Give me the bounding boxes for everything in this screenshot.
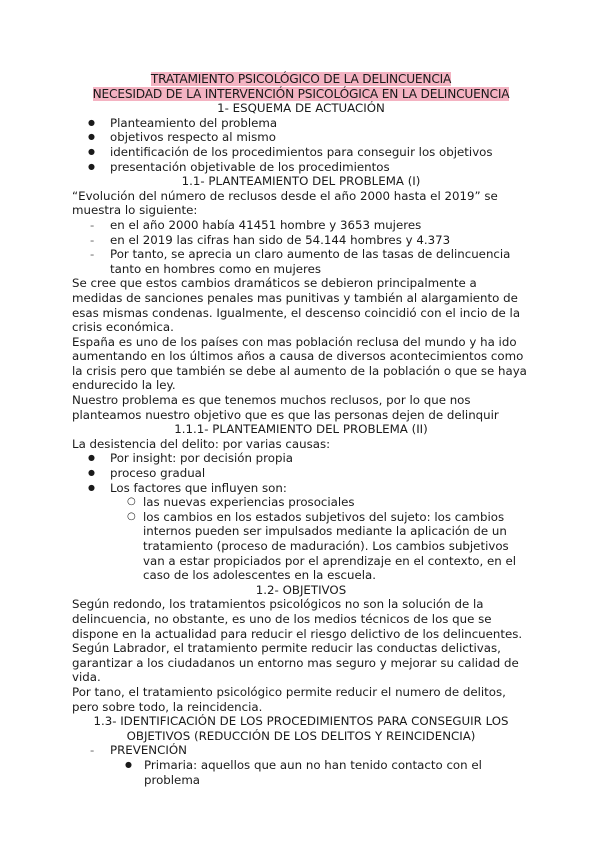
factores-sublist bbox=[72, 495, 530, 583]
paragraph: Por tano, el tratamiento psicológico permite reducir el numero de delitos, pero sobre todo, la reincidencia. bbox=[72, 684, 506, 714]
list-item: ● Por insight: por decisión propia bbox=[72, 451, 530, 466]
desistencia-list bbox=[72, 451, 530, 495]
list-item: ● Primaria: aquellos que aun no han tenido contacto con el problema bbox=[72, 758, 530, 787]
paragraph: Se cree que estos cambios dramáticos se debieron principalmente a medidas de sanciones penales mas punitivas y también al alargamiento de esas mismas condenas. Igualmente, el descenso coincidió con el incio de la crisis económica. bbox=[72, 276, 521, 335]
list-item: - en el año 2000 había 41451 hombre y 3653 mujeres bbox=[72, 218, 530, 233]
list-item: - PREVENCIÓN bbox=[72, 743, 530, 758]
list-item: ○ las nuevas experiencias prosociales bbox=[72, 495, 530, 510]
document-title: TRATAMIENTO PSICOLÓGICO DE LA DELINCUENCIA bbox=[150, 72, 452, 86]
paragraph: La desistencia del delito: por varias causas: bbox=[72, 436, 331, 451]
list-item: ○ los cambios en los estados subjetivos del sujeto: los cambios internos pueden ser impulsados mediante la aplicación de un tratamiento (proceso de maduración). Los cambios subjetivos van a estar propiciados por el aprendizaje en el contexto, en el caso de los adolescentes en la escuela. bbox=[72, 510, 530, 583]
title-block bbox=[72, 72, 530, 101]
document-subtitle: NECESIDAD DE LA INTERVENCIÓN PSICOLÓGICA EN LA DELINCUENCIA bbox=[92, 86, 510, 101]
paragraph: España es uno de los países con mas población reclusa del mundo y ha ido aumentando en los últimos años a causa de diversos acontecimientos como la crisis pero que también se debe al aumento de la población o que se haya endurecido la ley. bbox=[72, 334, 527, 393]
dash-list bbox=[72, 218, 530, 276]
list-item: ● presentación objetivable de los procedimientos bbox=[72, 160, 530, 175]
paragraph: Según Labrador, el tratamiento permite reducir las conductas delictivas, garantizar a los ciudadanos un entorno mas seguro y mejorar su calidad de vida. bbox=[72, 641, 519, 685]
list-item: ● identificación de los procedimientos para conseguir los objetivos bbox=[72, 145, 530, 160]
document-page bbox=[72, 72, 530, 787]
list-item: ● proceso gradual bbox=[72, 466, 530, 481]
heading-procedimientos: 1.3- IDENTIFICACIÓN DE LOS PROCEDIMIENTOS PARA CONSEGUIR LOS OBJETIVOS (REDUCCIÓN DE LOS DELITOS Y REINCIDENCIA) bbox=[93, 714, 509, 743]
heading-esquema: 1- ESQUEMA DE ACTUACIÓN bbox=[217, 101, 385, 116]
list-item: - en el 2019 las cifras han sido de 54.144 hombres y 4.373 bbox=[72, 233, 530, 248]
heading-planteamiento-1: 1.1- PLANTEAMIENTO DEL PROBLEMA (I) bbox=[181, 174, 421, 189]
paragraph: “Evolución del número de reclusos desde el año 2000 hasta el 2019” se muestra lo siguiente: bbox=[72, 188, 498, 218]
esquema-list bbox=[72, 116, 530, 174]
heading-planteamiento-2: 1.1.1- PLANTEAMIENTO DEL PROBLEMA (II) bbox=[174, 422, 428, 437]
list-item: - Por tanto, se aprecia un claro aumento de las tasas de delincuencia tanto en hombres como en mujeres bbox=[72, 247, 530, 276]
paragraph: Según redondo, los tratamientos psicológicos no son la solución de la delincuencia, no obstante, es uno de los medios técnicos de los que se dispone en la actualidad para reducir el riesgo delictivo de los delincuentes. bbox=[72, 597, 523, 641]
list-item: ● Planteamiento del problema bbox=[72, 116, 530, 131]
paragraph: Nuestro problema es que tenemos muchos reclusos, por lo que nos planteamos nuestro objetivo que es que las personas dejen de delinquir bbox=[72, 393, 499, 422]
heading-objetivos: 1.2- OBJETIVOS bbox=[255, 582, 347, 597]
prevencion-list bbox=[72, 743, 530, 787]
list-item: ● Los factores que influyen son: bbox=[72, 481, 530, 496]
list-item: ● objetivos respecto al mismo bbox=[72, 130, 530, 145]
